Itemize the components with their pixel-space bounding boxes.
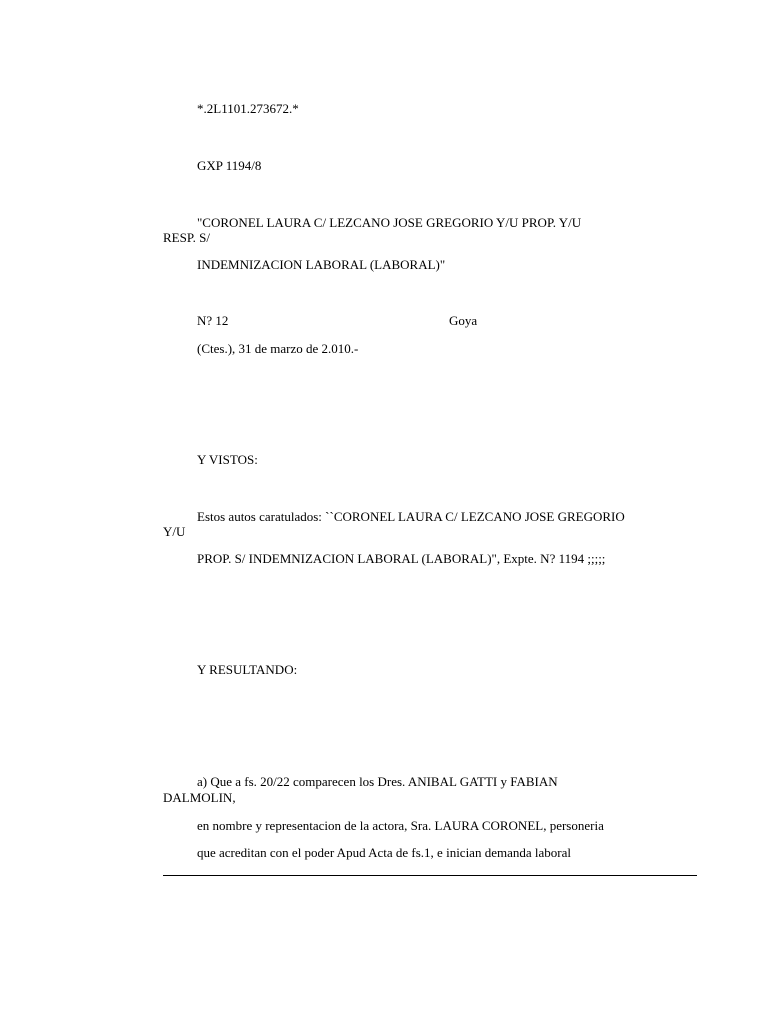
paragraph-a-line-4: que acreditan con el poder Apud Acta de fs.1, e inician demanda laboral: [197, 845, 571, 860]
paragraph-a-line-2: DALMOLIN,: [163, 790, 236, 805]
autos-line-3: PROP. S/ INDEMNIZACION LABORAL (LABORAL)", Expte. N? 1194 ;;;;;: [197, 551, 606, 566]
caption-line-3: INDEMNIZACION LABORAL (LABORAL)": [197, 257, 446, 272]
autos-line-2: Y/U: [163, 524, 186, 539]
place-date: (Ctes.), 31 de marzo de 2.010.-: [197, 341, 359, 356]
resolution-number: N? 12: [197, 313, 229, 328]
caption-line-2: RESP. S/: [163, 230, 210, 245]
section-vistos-heading: Y VISTOS:: [197, 452, 258, 467]
page-bottom-rule: [163, 875, 697, 876]
file-number: GXP 1194/8: [197, 158, 262, 173]
caption-line-1: "CORONEL LAURA C/ LEZCANO JOSE GREGORIO Y/U PROP. Y/U: [197, 215, 582, 230]
section-resultando-heading: Y RESULTANDO:: [197, 662, 298, 677]
autos-line-1: Estos autos caratulados: ``CORONEL LAURA C/ LEZCANO JOSE GREGORIO: [197, 509, 625, 524]
paragraph-a-line-3: en nombre y representacion de la actora, Sra. LAURA CORONEL, personeria: [197, 818, 604, 833]
city: Goya: [449, 313, 478, 328]
barcode-code: *.2L1101.273672.*: [197, 101, 299, 116]
paragraph-a-line-1: a) Que a fs. 20/22 comparecen los Dres. ANIBAL GATTI y FABIAN: [197, 774, 558, 789]
